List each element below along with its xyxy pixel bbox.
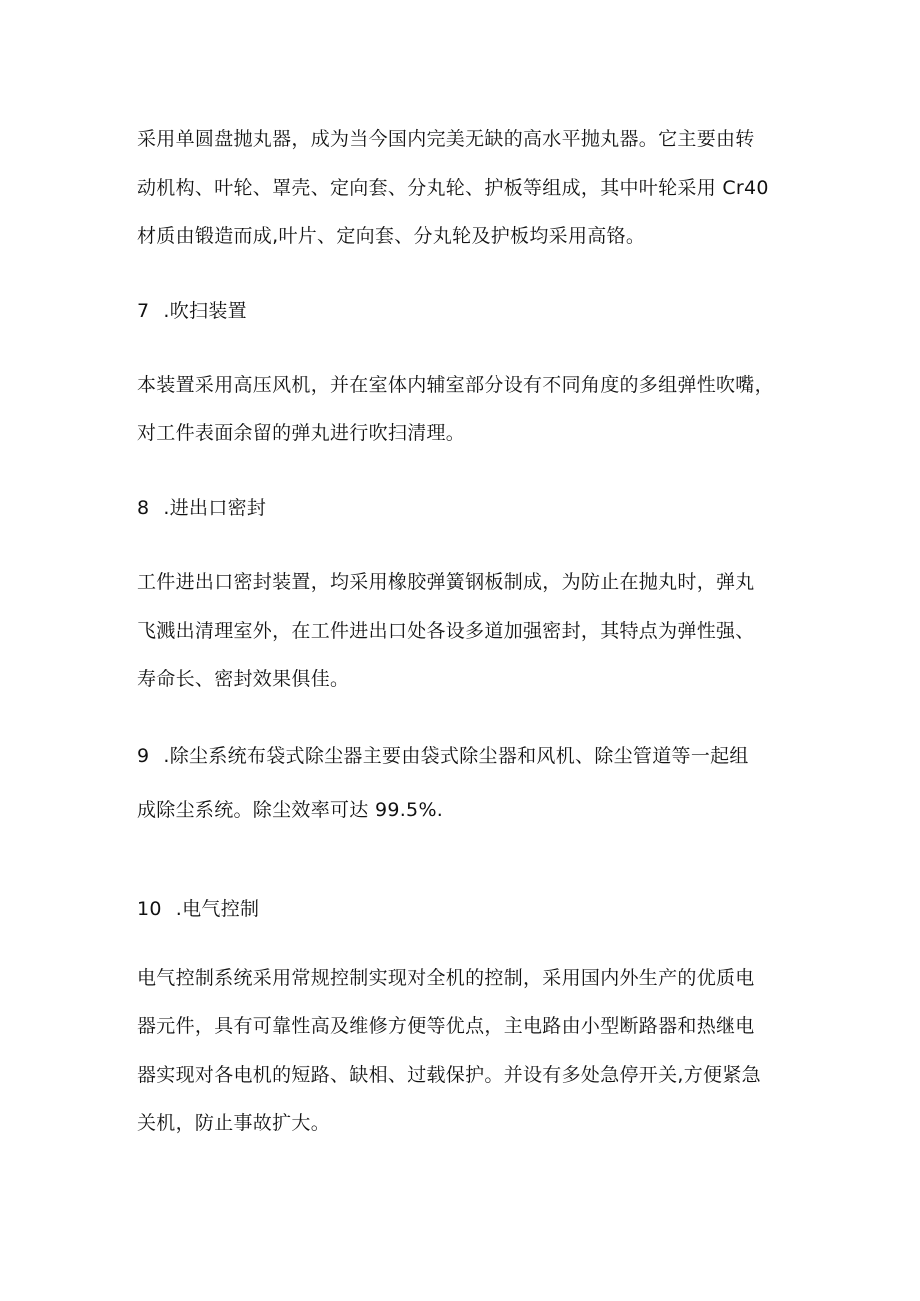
section-title: .吹扫装置 <box>163 300 247 322</box>
paragraph-line: 材质由锻造而成,叶片、定向套、分丸轮及护板均采用高铬。 <box>137 225 646 247</box>
section-heading-10 <box>137 897 259 921</box>
section-title: .除尘系统布袋式除尘器主要由袋式除尘器和风机、除尘管道等一起组 <box>163 745 749 767</box>
paragraph-line: 采用单圆盘抛丸器，成为当今国内完美无缺的高水平抛丸器。它主要由转 <box>137 128 755 150</box>
paragraph-line: 寿命长、密封效果俱佳。 <box>137 668 350 690</box>
section-number: 8 <box>137 497 150 519</box>
paragraph-line: 对工件表面余留的弹丸进行吹扫清理。 <box>137 422 466 444</box>
paragraph-line: 本装置采用高压风机，并在室体内辅室部分设有不同角度的多组弹性吹嘴， <box>137 374 774 396</box>
section-number: 9 <box>137 745 150 767</box>
section-heading-9 <box>137 744 749 768</box>
section-number: 7 <box>137 300 150 322</box>
section-title: .进出口密封 <box>163 497 267 519</box>
paragraph-line: 飞溅出清理室外，在工件进出口处各设多道加强密封，其特点为弹性强、 <box>137 620 755 642</box>
paragraph-line: 动机构、叶轮、罩壳、定向套、分丸轮、护板等组成，其中叶轮采用 Cr40 <box>137 177 769 199</box>
paragraph-line: 关机，防止事故扩大。 <box>137 1112 331 1134</box>
paragraph-line: 工件进出口密封装置，均采用橡胶弹簧钢板制成，为防止在抛丸时，弹丸 <box>137 571 755 593</box>
paragraph-line: 电气控制系统采用常规控制实现对全机的控制，采用国内外生产的优质电 <box>137 967 755 989</box>
paragraph-line: 成除尘系统。除尘效率可达 99.5%. <box>137 799 444 821</box>
section-number: 10 <box>137 898 162 920</box>
section-heading-7 <box>137 299 247 323</box>
section-heading-8 <box>137 496 266 520</box>
paragraph-line: 器实现对各电机的短路、缺相、过载保护。并设有多处急停开关,方便紧急 <box>137 1064 761 1086</box>
section-title: .电气控制 <box>175 898 260 920</box>
paragraph-line: 器元件，具有可靠性高及维修方便等优点，主电路由小型断路器和热继电 <box>137 1015 755 1037</box>
